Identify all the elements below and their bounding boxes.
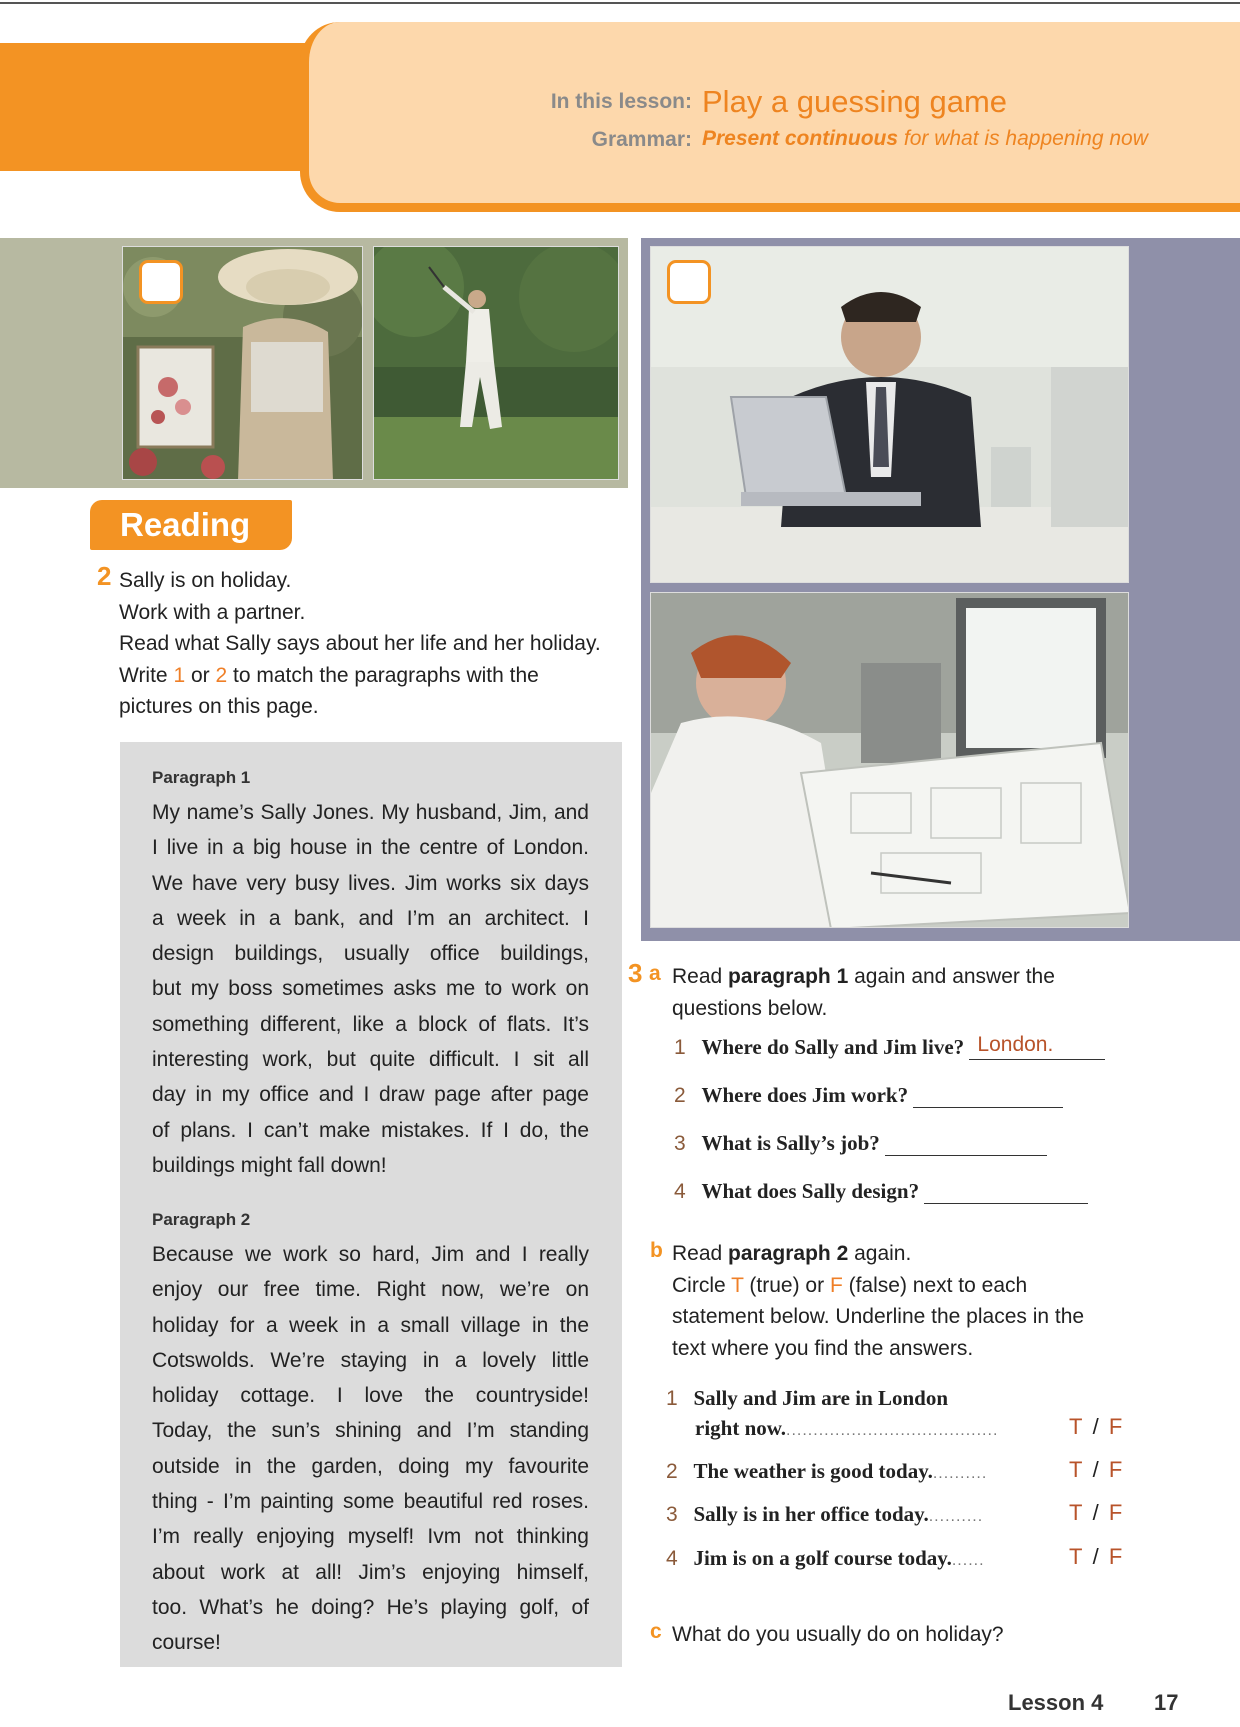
answer-field-4[interactable]: [924, 1179, 1088, 1204]
lesson-label: In this lesson:: [550, 90, 692, 113]
header-band-accent: [0, 43, 330, 171]
paragraph-2-line: course!: [152, 1631, 221, 1655]
question-text: Where do Sally and Jim live?: [701, 1035, 965, 1059]
instruction-line: Work with a partner.: [119, 600, 306, 624]
question-number: 1: [674, 1036, 686, 1059]
statement-4: [666, 1546, 985, 1571]
paragraph-2-label: Paragraph 2: [152, 1210, 251, 1229]
paragraph-1-line: We have very busy lives. Jim works six days: [152, 871, 589, 895]
a-bold: paragraph 1: [728, 965, 849, 988]
true-option[interactable]: T: [1069, 1414, 1083, 1439]
write-suffix: to match the paragraphs with the: [227, 663, 539, 687]
paragraph-1-line: day in my office and I draw page after page: [152, 1083, 589, 1107]
paragraph-2-line: holiday cottage. I love the countryside!: [152, 1384, 589, 1408]
instruction-line: questions below.: [672, 996, 828, 1020]
photo-man-golf: [373, 246, 619, 480]
exercise-3a-letter: a: [649, 962, 661, 985]
statement-number: 1: [666, 1387, 678, 1410]
paragraph-1-line: but my boss sometimes asks me to work on: [152, 977, 589, 1001]
answer-field-1[interactable]: [969, 1035, 1105, 1060]
tf-choice-2: [1069, 1457, 1122, 1483]
paragraph-1-label: Paragraph 1: [152, 768, 251, 787]
false-option[interactable]: F: [1108, 1500, 1123, 1525]
write-one: 1: [173, 663, 186, 687]
paragraph-2-text: [152, 1237, 589, 1661]
tf-choice-4: [1069, 1544, 1122, 1570]
dot-leader: ..........: [932, 1465, 988, 1482]
b-false: (false) next to each: [842, 1273, 1028, 1297]
instruction-line: pictures on this page.: [119, 695, 319, 718]
b-suffix: again.: [848, 1242, 912, 1265]
instruction-line: Sally is on holiday.: [119, 569, 292, 592]
instruction-line: [672, 961, 1112, 993]
photo-man-laptop: [650, 246, 1129, 583]
paragraph-1-text: [152, 795, 589, 1183]
a-prefix: Read: [672, 965, 729, 988]
grammar-bold: Present continuous: [702, 127, 899, 150]
b-f: F: [829, 1273, 843, 1297]
true-option[interactable]: T: [1069, 1500, 1083, 1525]
dot-leader: ..........: [928, 1508, 984, 1525]
b-true: (true) or: [743, 1273, 830, 1297]
false-option[interactable]: F: [1108, 1414, 1123, 1439]
grammar-rest: for what is happening now: [898, 127, 1148, 150]
statement-text: The weather is good today.: [693, 1459, 933, 1483]
photo-woman-painting: [122, 246, 363, 480]
true-option[interactable]: T: [1069, 1457, 1083, 1482]
exercise-3c-question: What do you usually do on holiday?: [672, 1623, 1004, 1646]
paragraph-2-line: enjoy our free time. Right now, we’re on: [152, 1278, 589, 1302]
statement-2: [666, 1459, 987, 1484]
paragraph-1-line: My name’s Sally Jones. My husband, Jim, and: [152, 801, 589, 824]
write-two: 2: [215, 663, 228, 687]
tf-slash: /: [1092, 1457, 1099, 1482]
statement-3: [666, 1502, 983, 1527]
b-prefix: Read: [672, 1242, 729, 1265]
question-number: 3: [674, 1132, 686, 1155]
true-option[interactable]: T: [1069, 1544, 1083, 1569]
exercise-3c-letter: c: [650, 1620, 662, 1643]
paragraph-2-line: about work at all! Jim’s enjoying himself,: [152, 1560, 589, 1584]
paragraph-1-line: of plans. I can’t make mistakes. If I do, the: [152, 1118, 589, 1142]
instruction-line: text where you find the answers.: [672, 1336, 974, 1360]
statement-1-line2: [695, 1416, 998, 1441]
answer-box-business[interactable]: [667, 260, 711, 304]
question-3: [674, 1131, 1047, 1156]
dot-leader: ......: [951, 1552, 985, 1569]
exercise-3b-letter: b: [650, 1239, 663, 1262]
reading-heading: [90, 500, 292, 550]
false-option[interactable]: F: [1108, 1457, 1123, 1482]
page-number: 17: [1154, 1690, 1179, 1715]
footer-lesson: Lesson 4: [1008, 1690, 1104, 1715]
paragraph-2-line: Today, the sun’s shining and I’m standing: [152, 1419, 589, 1443]
paragraph-2-line: too. What’s he doing? He’s playing golf, of: [152, 1595, 589, 1619]
lesson-title: Play a guessing game: [702, 84, 1008, 119]
exercise-2-instructions: [119, 565, 619, 723]
paragraph-2-line: Cotswolds. We’re staying in a lovely little: [152, 1348, 589, 1372]
grammar-text: [702, 127, 1148, 151]
exercise-3a-instructions: [672, 961, 1112, 1024]
tf-slash: /: [1092, 1544, 1099, 1569]
tf-choice-1: [1069, 1414, 1122, 1440]
paragraph-1-line: I live in a big house in the centre of London.: [152, 836, 589, 860]
tf-choice-3: [1069, 1500, 1122, 1526]
question-text: Where does Jim work?: [701, 1083, 909, 1107]
instruction-line: [119, 660, 619, 692]
write-prefix: Write: [119, 663, 174, 687]
paragraph-2-line: holiday for a week in a small village in the: [152, 1313, 589, 1337]
statement-number: 4: [666, 1547, 678, 1570]
instruction-line: [672, 1238, 1132, 1270]
paragraph-1-line: design buildings, usually office buildings,: [152, 942, 589, 966]
statement-text: Sally and Jim are in London: [693, 1386, 949, 1410]
dot-leader: .......................................: [786, 1422, 999, 1439]
statement-1: [666, 1386, 948, 1411]
paragraph-1-line: a week in a bank, and I’m an architect. I: [152, 906, 589, 930]
paragraph-2-line: I’m really enjoying myself! Ivm not thinking: [152, 1525, 589, 1549]
paragraph-2-line: thing - I’m painting some beautiful red roses.: [152, 1490, 589, 1514]
grammar-label: Grammar:: [591, 128, 692, 151]
question-4: [674, 1179, 1088, 1204]
b-circle: Circle: [672, 1273, 732, 1297]
paragraph-2-line: Because we work so hard, Jim and I really: [152, 1243, 589, 1266]
answer-box-painting[interactable]: [139, 260, 183, 304]
question-number: 4: [674, 1180, 686, 1203]
false-option[interactable]: F: [1108, 1544, 1123, 1569]
b-bold: paragraph 2: [728, 1242, 849, 1265]
question-1: [674, 1035, 1105, 1060]
question-2: [674, 1083, 1063, 1108]
write-or: or: [185, 663, 216, 687]
answer-field-2[interactable]: [913, 1083, 1063, 1108]
statement-text: Jim is on a golf course today.: [693, 1546, 952, 1570]
question-text: What does Sally design?: [701, 1179, 920, 1203]
statement-text: Sally is in her office today.: [693, 1502, 929, 1526]
instruction-line: statement below. Underline the places in the: [672, 1305, 1085, 1328]
question-text: What is Sally’s job?: [701, 1131, 880, 1155]
instruction-line: [672, 1270, 1132, 1302]
statement-number: 2: [666, 1460, 678, 1483]
exercise-3b-instructions: [672, 1238, 1132, 1364]
exercise-2-number: 2: [97, 561, 112, 591]
tf-slash: /: [1092, 1500, 1099, 1525]
reading-heading-text: Reading: [120, 506, 251, 543]
b-t: T: [731, 1273, 744, 1297]
paragraph-1-line: something different, like a block of flats. It’s: [152, 1012, 589, 1036]
statement-text: right now.: [695, 1416, 787, 1440]
statement-number: 3: [666, 1503, 678, 1526]
paragraph-1-line: buildings might fall down!: [152, 1153, 387, 1177]
instruction-line: Read what Sally says about her life and her holiday.: [119, 632, 601, 655]
answer-field-3[interactable]: [885, 1131, 1047, 1156]
tf-slash: /: [1092, 1414, 1099, 1439]
answer-text: London.: [977, 1033, 1054, 1056]
photo-woman-architect: [650, 592, 1129, 928]
paragraph-2-line: outside in the garden, doing my favourite: [152, 1454, 589, 1478]
question-number: 2: [674, 1084, 686, 1107]
a-suffix: again and answer the: [848, 965, 1055, 988]
exercise-3-number: 3: [628, 958, 643, 988]
top-rule: [0, 2, 1240, 4]
paragraph-1-line: interesting work, but quite difficult. I sit all: [152, 1048, 589, 1072]
